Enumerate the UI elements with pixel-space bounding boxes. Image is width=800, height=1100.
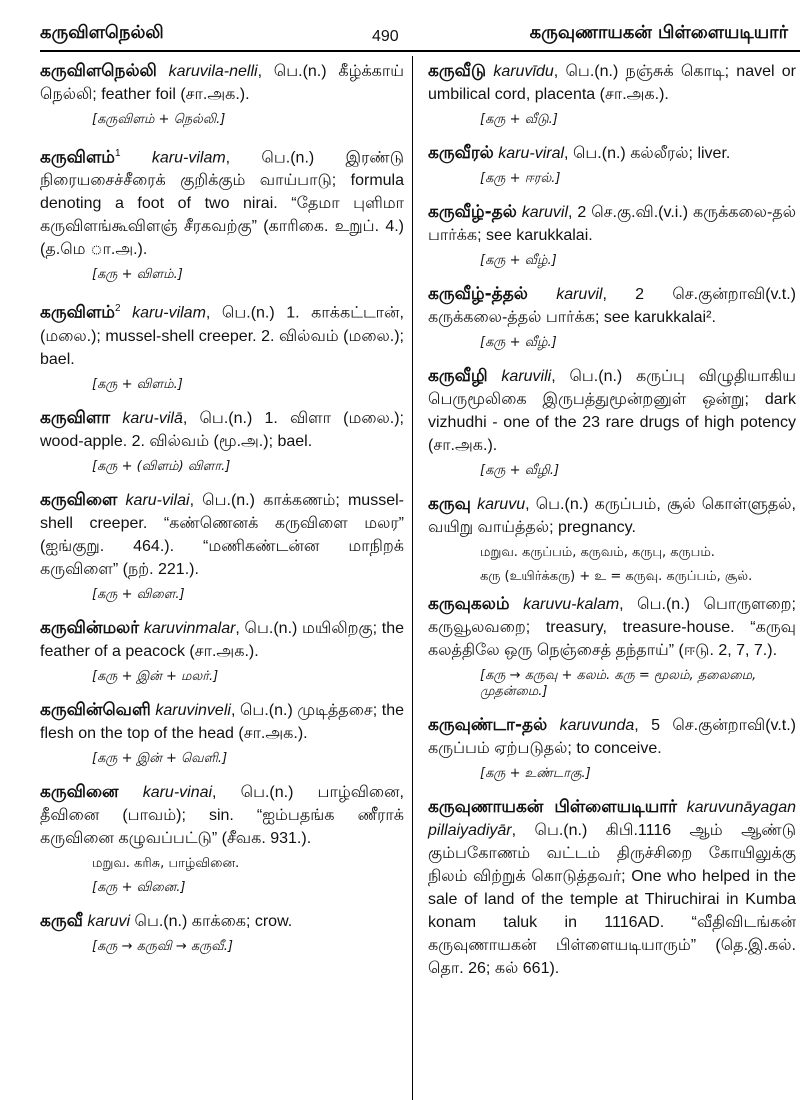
transliteration: karu-vilam — [151, 149, 226, 167]
headword: கருவீடு — [428, 61, 487, 81]
headword: கருவிளா — [40, 407, 111, 428]
etymology: [கரு + இன் + மலர்.] — [92, 668, 219, 684]
headword: கருவீழ்-தல் — [428, 202, 517, 222]
transliteration: karuvil — [556, 286, 603, 303]
etymology: [கரு + வினை.] — [92, 879, 186, 895]
dictionary-entry — [40, 407, 404, 453]
etymology: [கரு + விளம்.] — [92, 376, 183, 392]
transliteration: karuvil — [521, 204, 568, 221]
etymology: [கரு + வீழ்.] — [480, 253, 557, 268]
headword: கருவிளநெல்லி — [40, 61, 157, 81]
etymology: [கருவிளம் + நெல்லி.] — [92, 112, 226, 127]
definition: , 2 செ.குன்றாவி(v.t.) கருக்கலை-த்தல் பார்க்க; see karukkalai². — [428, 286, 797, 326]
definition: , பெ.(n.) கருப்பம், சூல் கொள்ளுதல், வயிறு வாய்த்தல்; pregnancy. — [428, 496, 796, 536]
etymology: [கரு + வீழி.] — [480, 463, 560, 478]
dictionary-entry — [40, 489, 404, 581]
dictionary-entry — [40, 910, 404, 933]
definition: , பெ.(n.) காக்கணம்; mussel-shell creeper. “கண்ணெனக் கருவிளை மலர” (ஐங்குறு. 464.). “மணிகண்டன்ன மாநிறக் கருவிளை” (நற். 221.). — [40, 491, 404, 578]
headword: கருவீழி — [428, 366, 488, 386]
definition: , பெ.(n.) கல்லீரல்; liver. — [564, 145, 731, 162]
transliteration: karu-viral — [498, 145, 565, 162]
definition: , பெ.(n.) மயிலிறகு; the feather of a peacock (சா.அக.). — [40, 619, 404, 660]
headword: கருவீ — [40, 910, 83, 931]
homograph-number: 1 — [115, 148, 121, 159]
etymology: [கரு + வீழ்.] — [480, 335, 557, 350]
dictionary-entry — [428, 714, 796, 760]
header-rule — [40, 50, 800, 52]
transliteration: karuvu-kalam — [523, 596, 620, 613]
etymology: [கரு + விளை.] — [92, 586, 185, 602]
transliteration: karu-vinai — [142, 783, 213, 801]
definition: , பெ.(n.) இரண்டு நிரையசைச்சீரைக் குறிக்கும் வாய்பாடு; formula denoting a foot of two nirai. “தேமா புளிமா கருவிளங்கூவிளஞ் சீரகவற்கு” (காரிகை. உறுப். 4.) (த.மெ ா.அ.). — [40, 149, 404, 259]
transliteration: karu-vilā — [122, 409, 183, 427]
headword: கருவுகலம் — [428, 594, 510, 614]
transliteration: karuvi — [87, 912, 131, 930]
definition: , பெ.(n.) கீழ்க்காய் நெல்லி; feather foil (சா.அக.). — [40, 63, 404, 103]
definition: பெ.(n.) காக்கை; crow. — [130, 912, 293, 930]
etymology: [கரு + ஈரல்.] — [480, 171, 561, 186]
transliteration: karuvīdu — [493, 63, 554, 80]
dictionary-entry — [40, 699, 404, 745]
headword: கருவிளை — [40, 489, 118, 510]
definition: , பெ.(n.) பொருளறை; கருவூலவறை; treasury, treasure-house. “கருவு கலத்திலே ஒரு நெஞ்சைத் தந்தாய்” (ஈடு. 2, 7, 7.). — [428, 596, 796, 659]
definition: , 5 செ.குன்றாவி(v.t.) கருப்பம் ஏற்படுதல்; to conceive. — [428, 717, 797, 757]
homograph-number: 2 — [115, 303, 121, 315]
transliteration: karuvili — [501, 368, 552, 385]
headword: கருவுண்டா-தல் — [428, 715, 548, 735]
dictionary-entry — [428, 283, 796, 329]
dictionary-entry — [428, 201, 796, 247]
dictionary-entry — [428, 142, 796, 165]
headword: கருவிளம் — [40, 302, 115, 323]
right-column — [428, 60, 796, 986]
dictionary-entry — [428, 365, 796, 457]
dictionary-entry — [40, 60, 404, 106]
page-number: 490 — [372, 28, 399, 45]
dictionary-entry — [40, 142, 404, 261]
transliteration: karuvunda — [559, 717, 635, 734]
headword: கருவின்வெளி — [40, 699, 151, 720]
etymology: [கரு → கருவு + கலம். கரு = மூலம், தலைமை, முதன்மை.] — [480, 668, 757, 699]
column-divider — [412, 56, 413, 1100]
synonyms: மறுவ. கருப்பம், கருவம், கருபு, கருபம். — [480, 545, 715, 560]
dictionary-entry — [428, 60, 796, 106]
headword: கருவிளம் — [40, 147, 115, 168]
synonyms: மறுவ. கரிசு, பாழ்வினை. — [92, 855, 240, 871]
dictionary-entry — [428, 493, 796, 539]
transliteration: karuvu — [477, 496, 526, 513]
etymology: [கரு + விளம்.] — [92, 267, 183, 283]
dictionary-entry — [40, 781, 404, 850]
etymology: [கரு → கருவி → கருவீ.] — [92, 938, 233, 954]
headword: கருவினை — [40, 781, 119, 802]
dictionary-entry — [40, 297, 404, 370]
dictionary-entry — [428, 593, 796, 662]
etymology: [கரு + இன் + வெளி.] — [92, 750, 228, 766]
headword: கருவீரல் — [428, 143, 494, 163]
definition: , பெ.(n.) 1. காக்கட்டான், (மலை.); mussel-shell creeper. 2. வில்வம் (மலை.); bael. — [40, 304, 404, 368]
transliteration: karuvila-nelli — [168, 63, 258, 80]
etymology: [கரு + வீடு.] — [480, 112, 558, 127]
transliteration: karuvunāyagan pillaiyadiyār — [428, 799, 796, 839]
transliteration: karu-vilai — [125, 491, 190, 509]
headword: கருவுணாயகன் பிள்ளையடியார் — [428, 797, 678, 817]
definition: , பெ.(n.) முடித்தசை; the flesh on the top of the head (சா.அக.). — [40, 701, 404, 742]
running-head-left: கருவிளநெல்லி — [40, 22, 164, 43]
running-head-right: கருவுணாயகன் பிள்ளையடியார் — [529, 22, 788, 43]
definition: , பெ.(n.) நஞ்சுக் கொடி; navel or umbilical cord, placenta (சா.அக.). — [428, 63, 796, 103]
left-column — [40, 60, 404, 969]
definition: , பெ.(n.) கிபி.1116 ஆம் ஆண்டு கும்பகோணம் வட்டம் திருச்சிறை கோயிலுக்கு நிலம் விற்றுக் கொடுத்தவர்; One who helped in the sale of land of the temple at Thiruchirai in Kumba konam taluk in 1116AD. “வீதிவிடங்கன் கருவுணாயகன் பிள்ளையடியாரும்” (தெ.இ.கல். தொ. 26; கல் 661). — [428, 822, 796, 977]
transliteration: karuvinmalar — [143, 619, 236, 637]
etymology: [கரு + (விளம்) விளா.] — [92, 458, 231, 474]
headword: கருவின்மலர் — [40, 617, 140, 638]
dictionary-entry — [40, 617, 404, 663]
dictionary-entry — [428, 796, 796, 980]
definition: , 2 செ.கு.வி.(v.i.) கருக்கலை-தல் பார்க்க; see karukkalai. — [428, 204, 796, 244]
page-header — [0, 0, 800, 52]
etymology: [கரு + உண்டாகு.] — [480, 766, 591, 781]
definition: , பெ.(n.) பாழ்வினை, தீவினை (பாவம்); sin. “ஐம்பதங்க ணீராக் கருவினை கழுவப்பட்டு” (சீவக. 931.). — [40, 783, 404, 847]
headword: கருவீழ்-த்தல் — [428, 284, 528, 304]
transliteration: karu-vilam — [132, 304, 206, 322]
headword: கருவு — [428, 494, 471, 514]
transliteration: karuvinveli — [155, 701, 231, 719]
definition: , பெ.(n.) கருப்பு விழுதியாகிய பெருமூலிகை இருபத்துமூன்றனுள் ஒன்று; dark vizhudhi - one of the 23 rare drugs of high potency (சா.அக.). — [428, 368, 796, 454]
definition: , பெ.(n.) 1. விளா (மலை.); wood-apple. 2. வில்வம் (மூ.அ.); bael. — [40, 409, 405, 450]
derivation: கரு (உயிர்க்கரு) + உ = கருவு. கருப்பம், சூல். — [480, 569, 753, 584]
